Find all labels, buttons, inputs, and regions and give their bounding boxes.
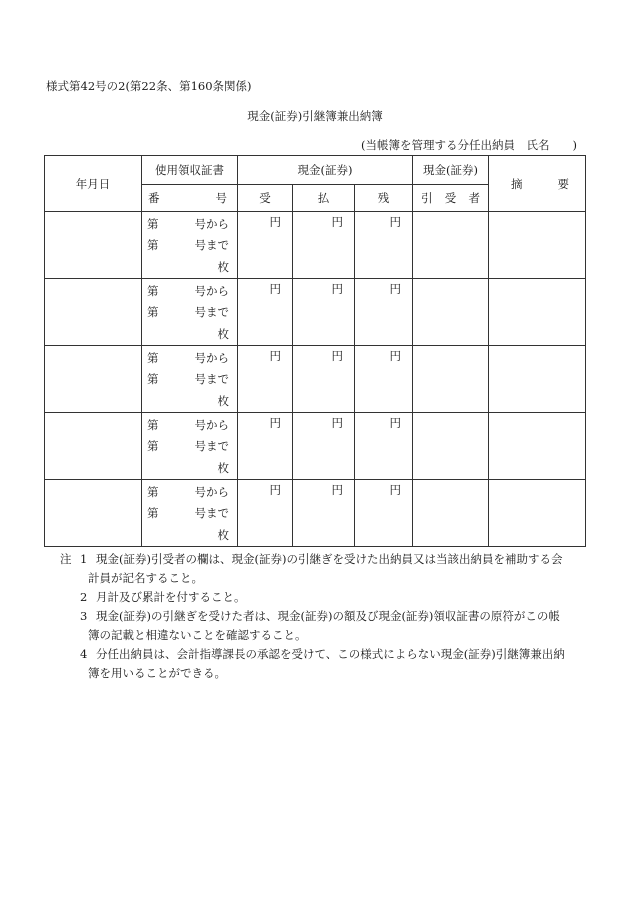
summary-cell[interactable] (489, 413, 586, 480)
header-cash-group: 現金(証券) (238, 156, 413, 185)
ledger-row (45, 279, 586, 346)
ledger-row (45, 480, 586, 547)
summary-cell[interactable] (489, 279, 586, 346)
ledger-table (44, 155, 586, 547)
header-row-top (45, 156, 586, 185)
ledger-row (45, 346, 586, 413)
recipient-cell[interactable] (413, 346, 489, 413)
date-cell[interactable] (45, 480, 142, 547)
pay-cell[interactable]: 円 (293, 480, 355, 547)
recipient-cell[interactable] (413, 480, 489, 547)
receipt-serial-cell[interactable]: 第 号から 第 号まで 枚 (142, 413, 238, 480)
balance-cell[interactable]: 円 (355, 346, 413, 413)
receipt-serial-cell[interactable]: 第 号から 第 号まで 枚 (142, 279, 238, 346)
pay-cell[interactable]: 円 (293, 279, 355, 346)
summary-cell[interactable] (489, 212, 586, 279)
page-title: 現金(証券)引継簿兼出納簿 (247, 109, 383, 123)
balance-cell[interactable]: 円 (355, 480, 413, 547)
receive-cell[interactable]: 円 (238, 413, 293, 480)
receive-cell[interactable]: 円 (238, 480, 293, 547)
receive-cell[interactable]: 円 (238, 212, 293, 279)
receive-cell[interactable]: 円 (238, 279, 293, 346)
pay-cell[interactable]: 円 (293, 346, 355, 413)
recipient-cell[interactable] (413, 212, 489, 279)
note-item: 4 分任出納員は、会計指導課長の承認を受けて、この様式によらない現金(証券)引継簿兼出納 簿を用いることができる。 (80, 647, 565, 680)
ledger-row (45, 212, 586, 279)
recipient-cell[interactable] (413, 413, 489, 480)
header-receive: 受 (238, 185, 293, 212)
date-cell[interactable] (45, 346, 142, 413)
note-item: 2 月計及び累計を付すること。 (80, 590, 246, 604)
receipt-serial-cell[interactable]: 第 号から 第 号まで 枚 (142, 346, 238, 413)
header-receipt-top: 使用領収証書 (142, 156, 238, 185)
date-cell[interactable] (45, 212, 142, 279)
header-receipt-bottom: 番 号 (142, 185, 238, 212)
note-item: 注 1 現金(証券)引受者の欄は、現金(証券)の引継ぎを受けた出納員又は当該出納員を補助する会 計員が記名すること。 (60, 552, 563, 585)
holder-name-note: (当帳簿を管理する分任出納員 氏名 ) (361, 138, 577, 152)
ledger-row (45, 413, 586, 480)
summary-cell[interactable] (489, 480, 586, 547)
header-recipient-bottom: 引 受 者 (413, 185, 489, 212)
header-date: 年月日 (45, 156, 142, 212)
receive-cell[interactable]: 円 (238, 346, 293, 413)
receipt-serial-cell[interactable]: 第 号から 第 号まで 枚 (142, 212, 238, 279)
date-cell[interactable] (45, 413, 142, 480)
pay-cell[interactable]: 円 (293, 212, 355, 279)
header-summary: 摘 要 (489, 156, 586, 212)
header-recipient-top: 現金(証券) (413, 156, 489, 185)
balance-cell[interactable]: 円 (355, 212, 413, 279)
form-number: 様式第42号の2(第22条、第160条関係) (46, 79, 252, 93)
recipient-cell[interactable] (413, 279, 489, 346)
header-balance: 残 (355, 185, 413, 212)
date-cell[interactable] (45, 279, 142, 346)
summary-cell[interactable] (489, 346, 586, 413)
note-marker: 注 (60, 552, 72, 566)
pay-cell[interactable]: 円 (293, 413, 355, 480)
notes (60, 550, 590, 683)
receipt-serial-cell[interactable]: 第 号から 第 号まで 枚 (142, 480, 238, 547)
header-pay: 払 (293, 185, 355, 212)
balance-cell[interactable]: 円 (355, 413, 413, 480)
balance-cell[interactable]: 円 (355, 279, 413, 346)
note-item: 3 現金(証券)の引継ぎを受けた者は、現金(証券)の額及び現金(証券)領収証書の原符がこの帳 簿の記載と相違ないことを確認すること。 (80, 609, 560, 642)
